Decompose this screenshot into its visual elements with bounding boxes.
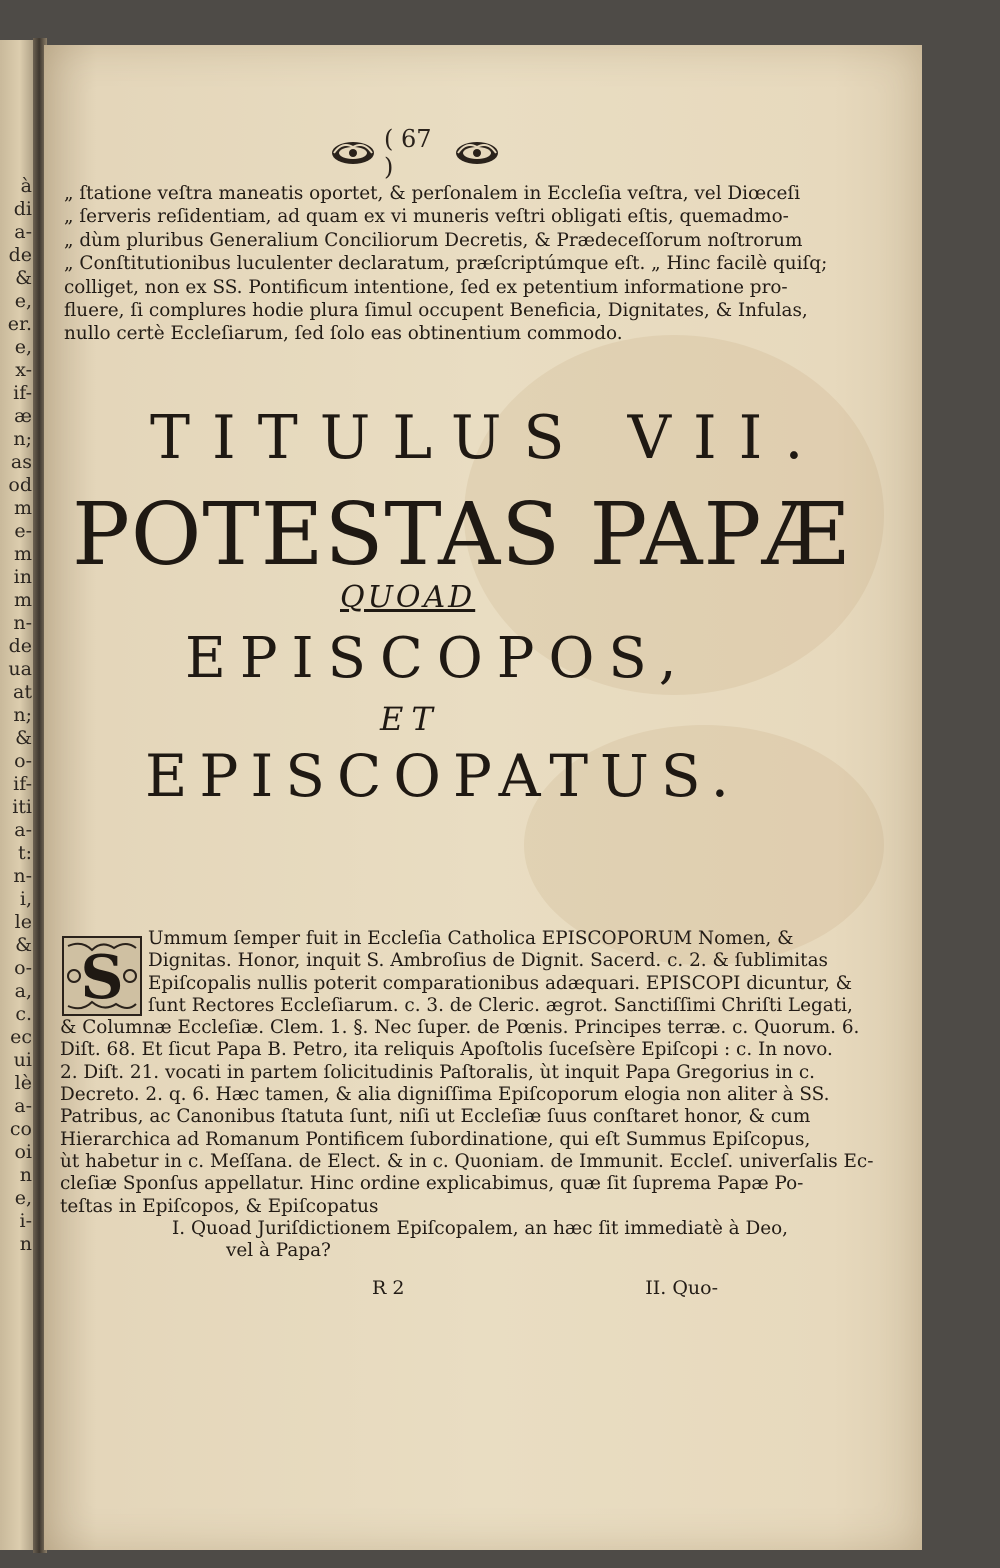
question-item: I. Quoad Juriſdictionem Epiſcopalem, an hæc ſit immediatè à Deo, (172, 1217, 789, 1239)
quote-line: nullo certè Eccleſiarum, ſed ſolo eas obtinentium commodo. (64, 323, 623, 345)
facing-page-fragment: m (13, 543, 32, 565)
title-titulus: TITULUS VII. (150, 403, 826, 473)
facing-page-fragment: & (15, 727, 32, 749)
facing-page-fragment: x- (15, 359, 32, 381)
facing-page-fragment: if- (13, 382, 32, 404)
body-text (60, 928, 874, 1262)
facing-page-fragment: e, (14, 290, 32, 312)
body-line: Ummum ſemper fuit in Eccleſia Catholica EPISCOPORUM Nomen, & (148, 928, 794, 949)
body-line: ùt habetur in c. Meſſana. de Elect. & in c. Quoniam. de Immunit. Eccleſ. univerſalis Ec- (60, 1150, 874, 1172)
catchword: II. Quo- (645, 1277, 718, 1299)
facing-page-fragment: a- (14, 819, 32, 841)
facing-page-fragment: di (13, 198, 32, 220)
facing-page-fragment: e, (14, 336, 32, 358)
facing-page-fragment: co (9, 1118, 32, 1140)
running-header (330, 125, 500, 181)
facing-page-edge (0, 40, 36, 1550)
body-line: & Columnæ Eccleſiæ. Clem. 1. §. Nec ſuper. de Pœnis. Principes terræ. c. Quorum. 6. (60, 1017, 860, 1039)
facing-page-fragment: as (10, 451, 32, 473)
facing-page-fragment: c. (15, 1003, 32, 1025)
facing-page-fragment: & (15, 267, 32, 289)
title-potestas: POTESTAS PAPÆ (72, 485, 850, 585)
facing-page-fragment: o- (14, 750, 32, 772)
floral-ornament-icon (330, 139, 376, 167)
facing-page-fragment: iti (12, 796, 32, 818)
body-line: ſunt Rectores Eccleſiarum. c. 3. de Cleric. ægrot. Sanctiſſimi Chriſti Legati, (148, 994, 853, 1016)
facing-page-fragment: lè (14, 1072, 32, 1094)
quote-line: „ ſtatione veſtra maneatis oportet, & perſonalem in Eccleſia veſtra, vel Diœceſi (64, 183, 801, 204)
facing-page-fragment: n (19, 1164, 32, 1186)
facing-page-fragment: n- (13, 865, 32, 887)
facing-page-fragment: ua (8, 658, 32, 680)
facing-page-fragment: in (13, 566, 32, 588)
body-line: Epiſcopalis nullis poterit comparationibus adæquari. EPISCOPI dicuntur, & (148, 972, 852, 994)
facing-page-fragment: de (8, 635, 32, 657)
facing-page-fragment: n; (13, 704, 32, 726)
facing-page-fragment: at (13, 681, 32, 703)
title-episcopos: EPISCOPOS, (185, 626, 691, 691)
body-line: Hierarchica ad Romanum Pontificem ſubordinatione, qui eſt Summus Epiſcopus, (60, 1128, 811, 1150)
facing-page-fragment: i, (19, 888, 32, 910)
facing-page-fragment: æ (14, 405, 32, 427)
title-quoad: QUOAD (340, 580, 476, 615)
quote-line: „ Conſtitutionibus luculenter declaratum, præſcriptúmque eſt. „ Hinc facilè quiſq; (64, 253, 828, 275)
quote-line: „ ſerveris reſidentiam, ad quam ex vi muneris veſtri obligati eſtis, quemadmo- (64, 206, 789, 228)
facing-page-fragment: de (8, 244, 32, 266)
body-line: 2. Diſt. 21. vocati in partem ſolicitudinis Paſtoralis, ùt inquit Papa Gregorius in c. (60, 1061, 816, 1083)
facing-page-fragment: & (15, 934, 32, 956)
facing-page-fragment: à (20, 175, 32, 197)
body-line: teſtas in Epiſcopos, & Epiſcopatus (60, 1195, 379, 1217)
facing-page-fragment: if- (13, 773, 32, 795)
body-line: Dignitas. Honor, inquit S. Ambroſius de Dignit. Sacerd. c. 2. & ſublimitas (148, 950, 828, 972)
body-line: cleſiæ Sponſus appellatur. Hinc ordine explicabimus, quæ ſit ſuprema Papæ Po- (60, 1173, 804, 1195)
facing-page-fragment: oi (14, 1141, 32, 1163)
facing-page-fragment: a- (14, 221, 32, 243)
body-line: Decreto. 2. q. 6. Hæc tamen, & alia digniſſima Epiſcoporum elogia non aliter à SS. (60, 1084, 830, 1106)
facing-page-fragment: m (13, 589, 32, 611)
dropcap-letter: S (80, 943, 124, 1013)
facing-page-fragment: i- (19, 1210, 32, 1232)
floral-ornament-icon (454, 139, 500, 167)
facing-page-fragment: er. (7, 313, 32, 335)
facing-page-fragment: n; (13, 428, 32, 450)
facing-page-fragment: t: (17, 842, 32, 864)
facing-page-fragment: ec (10, 1026, 32, 1048)
facing-page-fragment: e, (14, 1187, 32, 1209)
title-episcopatus: EPISCOPATUS. (145, 742, 742, 810)
quote-line: „ dùm pluribus Generalium Conciliorum Decretis, & Prædeceſſorum noſtrorum (64, 229, 803, 251)
facing-page-fragment: e- (14, 520, 32, 542)
title-et: ET (380, 700, 441, 738)
facing-page-fragment: a- (14, 1095, 32, 1117)
quoted-passage (64, 182, 828, 346)
facing-page-fragment: n (19, 1233, 32, 1255)
page-footer (372, 1277, 772, 1305)
signature-mark: R 2 (372, 1277, 405, 1299)
body-line: Patribus, ac Canonibus ſtatuta ſunt, niſi ut Eccleſiæ ſuus conſtaret honor, & cum (60, 1106, 811, 1128)
page-number: ( 67 ) (384, 125, 432, 181)
facing-page-fragment: o- (14, 957, 32, 979)
facing-page-fragment: od (8, 474, 32, 496)
facing-page-fragment: n- (13, 612, 32, 634)
quote-line: fluere, ſi complures hodie plura ſimul occupent Beneficia, Dignitates, & Infulas, (64, 300, 808, 322)
body-line: Diſt. 68. Et ſicut Papa B. Petro, ita reliquis Apoſtolis ſuceſsère Epiſcopi : c. In novo. (60, 1039, 833, 1061)
quote-line: colliget, non ex SS. Pontificum intentione, ſed ex petentium informatione pro- (64, 276, 788, 298)
facing-page-fragment: a, (14, 980, 32, 1002)
question-item-continuation: vel à Papa? (226, 1240, 331, 1262)
facing-page-fragment: le (14, 911, 32, 933)
facing-page-fragment: m (13, 497, 32, 519)
facing-page-fragment: ui (13, 1049, 32, 1071)
